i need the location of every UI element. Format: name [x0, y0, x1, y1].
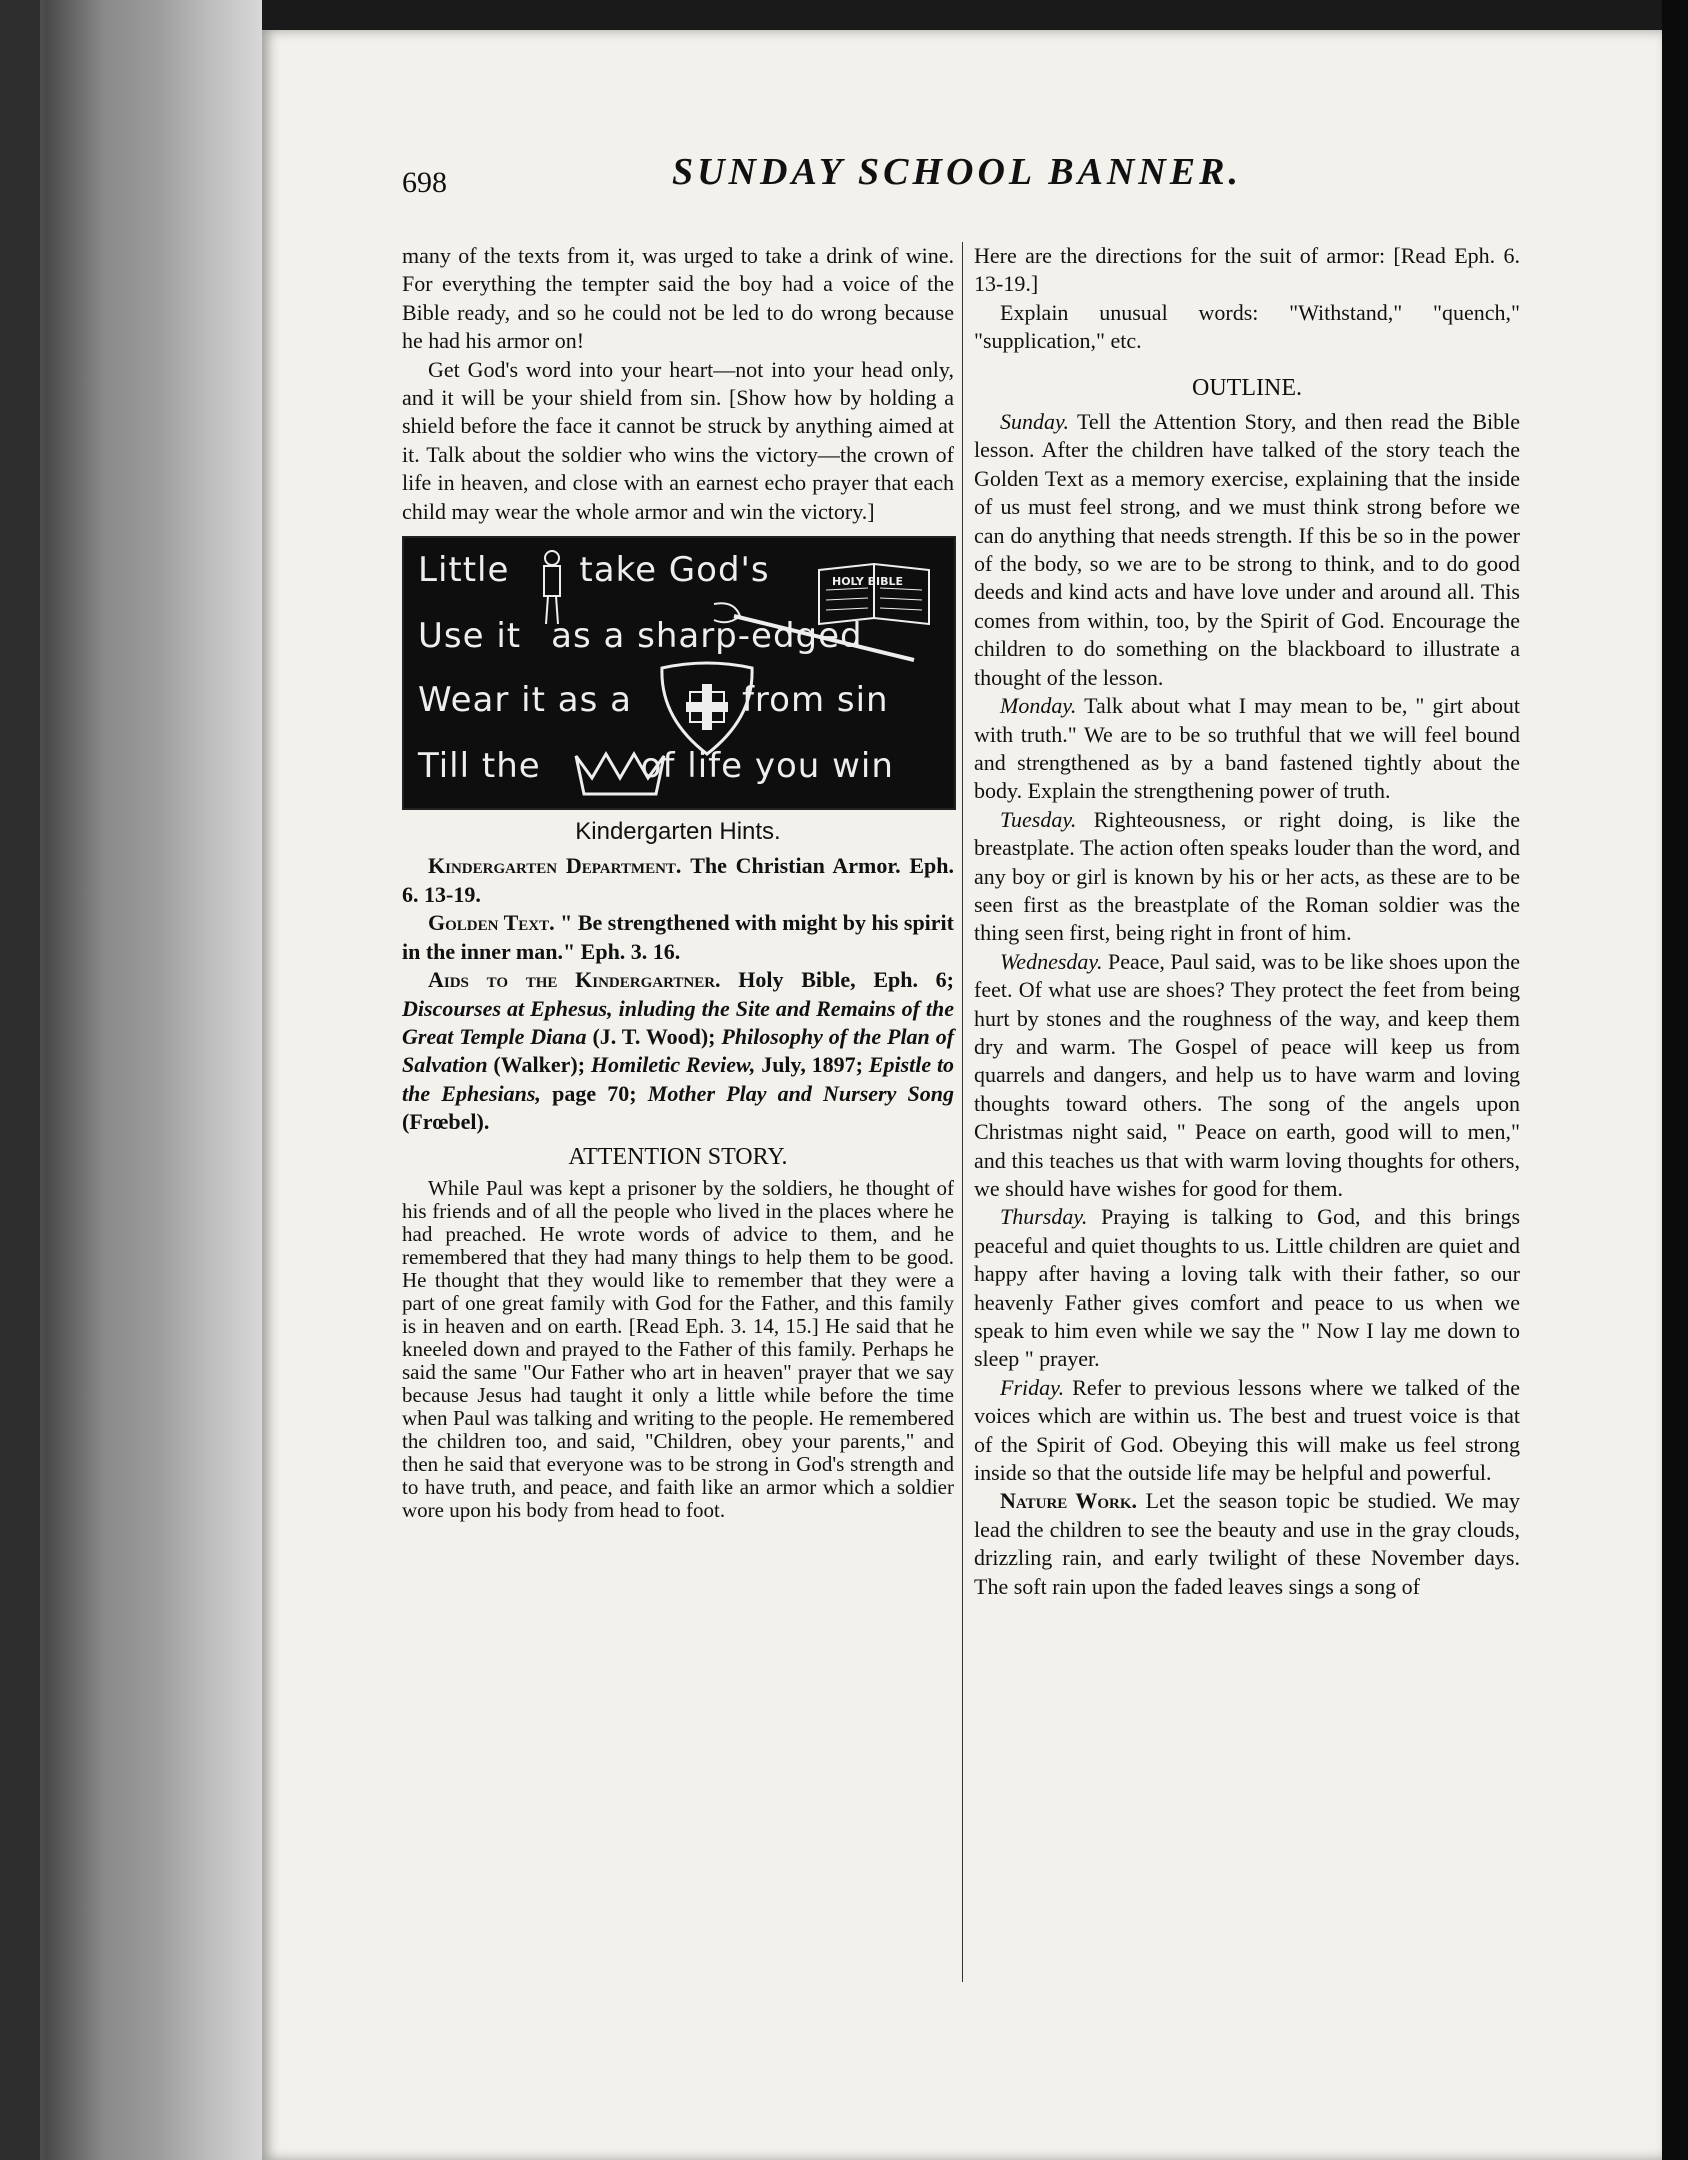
- bb-text: from sin: [741, 680, 889, 721]
- paragraph: [974, 948, 1520, 1204]
- paragraph: [402, 966, 954, 1136]
- bb-text: take God's: [579, 550, 770, 591]
- golden-text: " Be strengthened with might by his spirit in the inner man." Eph. 3. 16.: [402, 910, 954, 964]
- paragraph: Here are the directions for the suit of armor: [Read Eph. 6. 13-19.]: [974, 243, 1520, 297]
- day-text: Tell the Attention Story, and then read the Bible lesson. After the children have talked of the story teach the Golden Text as a memory exercise, explaining that the inside of us must feel strong, and we must think strong before we can do anything that needs strength. If this be so in the power of the body, so we are to be strong to think, and to do good deeds and kind acts and have love under and around all. This comes from within, too, by the Spirit of God. Encourage the children to do something on the blackboard to illustrate a thought of the lesson.: [974, 409, 1520, 690]
- bb-text: Little: [418, 550, 510, 591]
- aids-text: page 70;: [552, 1080, 637, 1106]
- paragraph: [402, 852, 954, 909]
- spine-shadow: [0, 0, 40, 2160]
- paragraph: [974, 408, 1520, 692]
- left-column: [402, 242, 954, 1522]
- aids-text: (J. T. Wood);: [592, 1023, 716, 1049]
- blackboard-illustration: [402, 536, 956, 810]
- nature-text: Let the season topic be studied. We may lead the children to see the beauty and use in the gray clouds, drizzling rain, and early twilight of these November days. The soft rain upon the faded leaves sings a song of: [974, 1488, 1520, 1599]
- day-label: Wednesday.: [1000, 948, 1103, 974]
- paragraph: [974, 806, 1520, 948]
- day-text: Refer to previous lessons where we talked of the voices which are within us. The best and truest voice is that of the Spirit of God. Obeying this will make us feel strong inside so that the outside life may be helpful and powerful.: [974, 1374, 1521, 1486]
- book-page: [262, 30, 1662, 2160]
- bb-text: as a sharp-edged: [551, 616, 863, 657]
- dept-label: Kindergarten Department.: [428, 853, 682, 879]
- golden-label: Golden Text.: [428, 910, 555, 936]
- paragraph: [974, 692, 1520, 806]
- aids-text: Holy Bible, Eph. 6;: [738, 967, 954, 993]
- bb-text: of life you win: [640, 746, 894, 787]
- bb-text: Use it: [418, 616, 522, 657]
- column-divider: [962, 242, 963, 1982]
- day-label: Thursday.: [1000, 1204, 1088, 1230]
- day-text: Peace, Paul said, was to be like shoes upon the feet. Of what use are shoes? They protect the feet from being hurt by stones and the roughness of the way, and keep them dry and warm. The Gospel of peace will keep us from quarrels and dangers, and help us to have warm and loving thoughts toward others. The song of the angels upon Christmas night said, " Peace on earth, good will to men," and this teaches us that with warm loving thoughts for others, we should have wishes for good for them.: [974, 948, 1520, 1201]
- aids-title: Discourses at Ephesus, inluding the Site and Remains of the Great Temple Diana: [402, 995, 954, 1049]
- paragraph: many of the texts from it, was urged to take a drink of wine. For everything the tempter said the boy had a voice of the Bible ready, and so he could not be led to do wrong because he had his armor on!: [402, 243, 954, 354]
- attention-story-text: While Paul was kept a prisoner by the soldiers, he thought of his friends and of all the people who lived in the places where he had preached. He wrote words of advice to them, and he remembered that they had many things to help them to be good. He thought that they would like to remember that they were a part of one great family with God for the Father, and this family is in heaven and on earth. [Read Eph. 3. 14, 15.] He said that he kneeled down and prayed to the Father of this family. Perhaps he said the same "Our Father who art in heaven" prayer that we say because Jesus had taught it only a little while before the time when Paul was talking and writing to the people. He remembered the children too, and said, "Children, obey your parents," and then he said that everyone was to be strong in God's strength and to have truth, and peace, and faith like an armor which a soldier wore upon his body from head to foot.: [402, 1175, 954, 1522]
- book-spine-edge: [0, 0, 262, 2160]
- aids-title: Mother Play and Nursery Song: [647, 1080, 955, 1106]
- day-label: Monday.: [1000, 693, 1077, 719]
- day-label: Sunday.: [1000, 409, 1070, 435]
- dept-text: The Christian Armor. Eph. 6. 13-19.: [402, 853, 954, 907]
- paragraph: [974, 1203, 1520, 1373]
- right-column: [974, 242, 1520, 1601]
- paragraph: [402, 909, 954, 966]
- aids-label: Aids to the Kindergartner.: [428, 967, 721, 993]
- crown-icon: [570, 748, 670, 802]
- aids-title: Epistle to the Ephesians,: [402, 1052, 955, 1106]
- bb-text: Wear it as a: [418, 680, 632, 721]
- aids-text: July, 1897;: [761, 1052, 863, 1078]
- day-label: Tuesday.: [1000, 806, 1077, 832]
- attention-story-heading: ATTENTION STORY.: [568, 1143, 788, 1170]
- page-header: [402, 150, 1512, 210]
- aids-title: Homiletic Review,: [590, 1052, 756, 1078]
- outline-heading: OUTLINE.: [1192, 374, 1302, 401]
- running-title: SUNDAY SCHOOL BANNER.: [671, 151, 1242, 193]
- paragraph: Explain unusual words: "Withstand," "quench," "supplication," etc.: [974, 299, 1520, 354]
- aids-text: (Frœbel).: [402, 1109, 490, 1135]
- shield-cross-icon: [652, 658, 762, 758]
- kindergarten-hints-heading: Kindergarten Hints.: [575, 818, 781, 846]
- day-label: Friday.: [1000, 1374, 1065, 1400]
- sword-icon: [704, 596, 924, 666]
- bb-line-1: [418, 550, 770, 591]
- day-text: Righteousness, or right doing, is like the breastplate. The action often speaks louder than the word, and any boy or girl is known by his or her acts, as these are to be seen first as the breastplate of the Roman soldier was the thing seen first, being right in front of him.: [974, 806, 1520, 946]
- paragraph: [974, 1374, 1520, 1488]
- nature-label: Nature Work.: [1000, 1488, 1138, 1514]
- paragraph: [974, 1487, 1520, 1601]
- paragraph: Get God's word into your heart—not into your head only, and it will be your shield from sin. [Show how by holding a shield before the face it cannot be struck by anything aimed at it. Talk about the soldier who wins the victory—the crown of life in heaven, and close with an earnest echo prayer that each child may wear the whole armor and win the victory.]: [402, 356, 954, 524]
- bible-label: HOLY BIBLE: [832, 575, 904, 589]
- day-text: Talk about what I may mean to be, " girt about with truth." We are to be so truthful that we will feel bound and strengthened as by a band fastened tightly about the body. Explain the strengthening power of truth.: [974, 693, 1520, 804]
- aids-text: (Walker);: [493, 1052, 586, 1078]
- bb-text: Till the: [418, 746, 541, 787]
- scan-border: [1662, 0, 1688, 2160]
- aids-title: Philosophy of the Plan of Salvation: [402, 1023, 955, 1078]
- page-number: 698: [402, 166, 447, 199]
- day-text: Praying is talking to God, and this brings peaceful and quiet thoughts to us. Little children are quiet and happy after having a loving talk with their father, so our heavenly Father gives comfort and peace to us when we speak to him even while we say the " Now I lay me down to sleep " prayer.: [974, 1204, 1521, 1372]
